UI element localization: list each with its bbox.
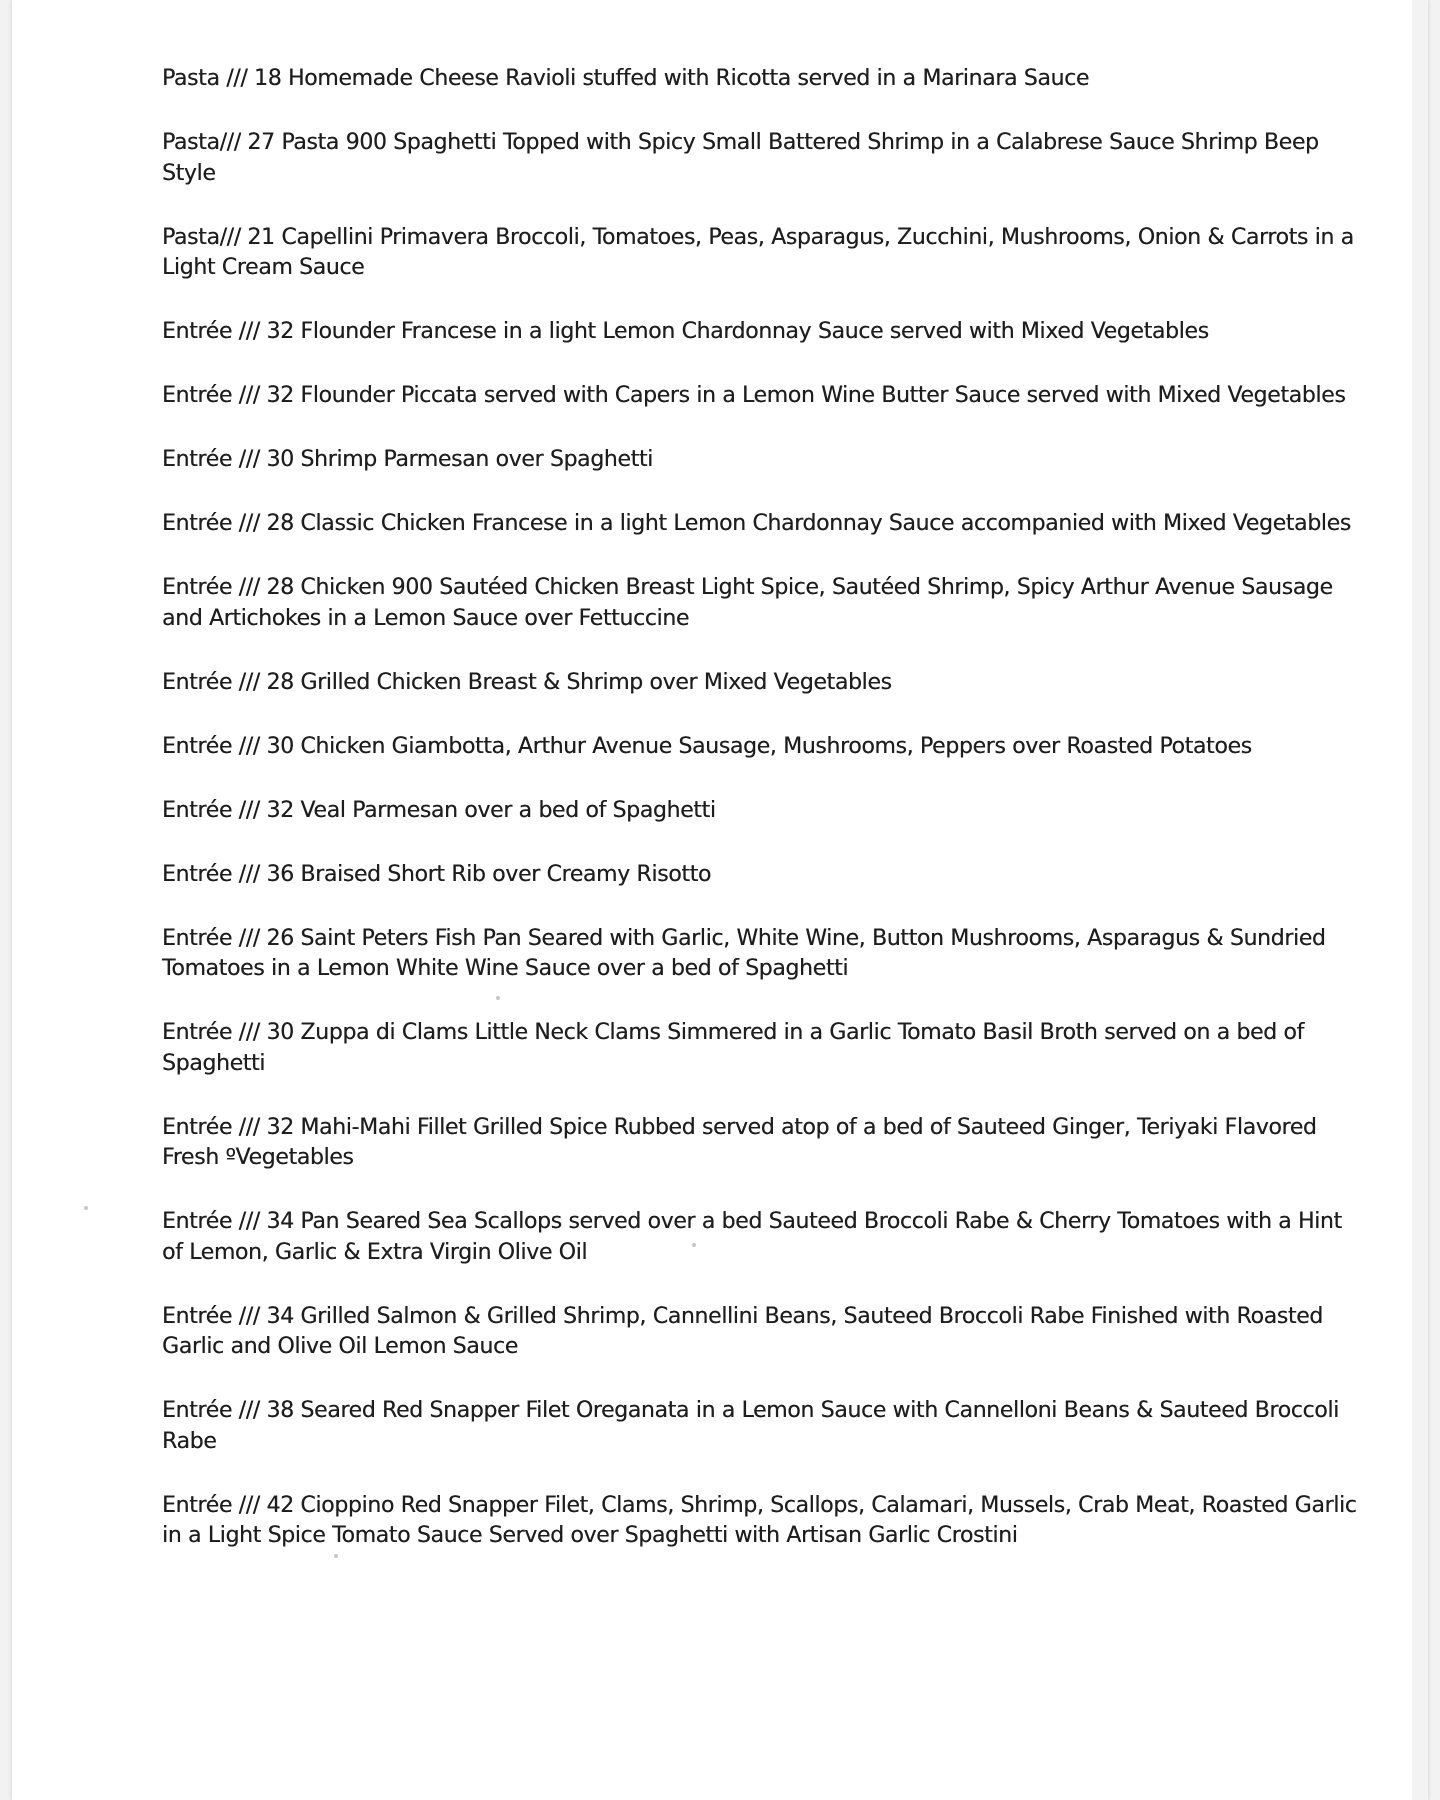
menu-item: Pasta/// 21 Capellini Primavera Broccoli, Tomatoes, Peas, Asparagus, Zucchini, Mushrooms, Onion & Carrots in a Light Cream Sauce xyxy=(162,224,1354,280)
scan-speck xyxy=(692,1243,696,1247)
menu-item: Pasta/// 27 Pasta 900 Spaghetti Topped with Spicy Small Battered Shrimp in a Calabrese Sauce Shrimp Beep Style xyxy=(162,130,1319,186)
menu-item: Entrée /// 32 Flounder Piccata served with Capers in a Lemon Wine Butter Sauce served with Mixed Vegetables xyxy=(162,383,1346,408)
menu-item: Entrée /// 42 Cioppino Red Snapper Filet, Clams, Shrimp, Scallops, Calamari, Mussels, Crab Meat, Roasted Garlic in a Light Spice Tomato Sauce Served over Spaghetti with Artisan Garlic Crostini xyxy=(162,1492,1357,1548)
menu-item: Pasta /// 18 Homemade Cheese Ravioli stuffed with Ricotta served in a Marinara Sauce xyxy=(162,66,1089,91)
scan-speck xyxy=(334,1554,338,1558)
menu-item: Entrée /// 32 Flounder Francese in a light Lemon Chardonnay Sauce served with Mixed Vegetables xyxy=(162,319,1209,344)
menu-list xyxy=(162,64,1357,1552)
scan-speck xyxy=(496,996,500,1000)
page-edge xyxy=(1412,0,1428,1800)
menu-item: Entrée /// 32 Veal Parmesan over a bed of Spaghetti xyxy=(162,797,716,823)
menu-item: Entrée /// 34 Grilled Salmon & Grilled Shrimp, Cannellini Beans, Sauteed Broccoli Rabe Finished with Roasted Garlic and Olive Oil Lemon Sauce xyxy=(162,1303,1323,1359)
menu-item: Entrée /// 36 Braised Short Rib over Creamy Risotto xyxy=(162,861,712,887)
menu-item: Entrée /// 30 Zuppa di Clams Little Neck Clams Simmered in a Garlic Tomato Basil Broth served on a bed of Spaghetti xyxy=(162,1020,1304,1076)
menu-item: Entrée /// 30 Shrimp Parmesan over Spaghetti xyxy=(162,447,653,472)
document-page xyxy=(12,0,1428,1800)
menu-item: Entrée /// 34 Pan Seared Sea Scallops served over a bed Sauteed Broccoli Rabe & Cherry Tomatoes with a Hint of Lemon, Garlic & Extra Virgin Olive Oil xyxy=(162,1209,1342,1265)
menu-item: Entrée /// 28 Grilled Chicken Breast & Shrimp over Mixed Vegetables xyxy=(162,669,892,695)
menu-item: Entrée /// 28 Chicken 900 Sautéed Chicken Breast Light Spice, Sautéed Shrimp, Spicy Arthur Avenue Sausage and Artichokes in a Lemon Sauce over Fettuccine xyxy=(162,575,1333,631)
menu-item: Entrée /// 30 Chicken Giambotta, Arthur Avenue Sausage, Mushrooms, Peppers over Roasted Potatoes xyxy=(162,733,1252,759)
scan-speck xyxy=(84,1206,88,1210)
menu-item: Entrée /// 26 Saint Peters Fish Pan Seared with Garlic, White Wine, Button Mushrooms, Asparagus & Sundried Tomatoes in a Lemon White Wine Sauce over a bed of Spaghetti xyxy=(162,925,1326,981)
menu-item: Entrée /// 28 Classic Chicken Francese in a light Lemon Chardonnay Sauce accompanied with Mixed Vegetables xyxy=(162,511,1351,536)
menu-item: Entrée /// 38 Seared Red Snapper Filet Oreganata in a Lemon Sauce with Cannelloni Beans & Sauteed Broccoli Rabe xyxy=(162,1398,1339,1454)
menu-item: Entrée /// 32 Mahi-Mahi Fillet Grilled Spice Rubbed served atop of a bed of Sauteed Ginger, Teriyaki Flavored Fresh ºVegetables xyxy=(162,1114,1317,1170)
